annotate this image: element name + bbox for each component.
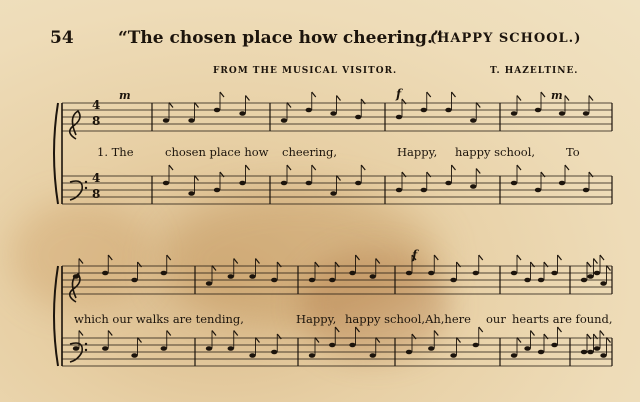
note-flag	[541, 92, 545, 97]
note-head	[163, 181, 169, 186]
note-head	[73, 346, 79, 351]
note-head	[594, 346, 600, 351]
note-head	[329, 278, 335, 283]
note-head	[329, 343, 335, 348]
note-head	[161, 271, 167, 276]
note-flag	[337, 96, 341, 101]
note-head	[249, 274, 255, 279]
note-head	[551, 271, 557, 276]
treble-clef	[70, 111, 80, 139]
note-head	[559, 111, 565, 116]
lyric: cheering,	[282, 145, 338, 159]
note-flag	[600, 255, 604, 260]
note-head	[214, 108, 220, 113]
note-head	[559, 181, 565, 186]
note-head	[271, 350, 277, 355]
note-head	[583, 188, 589, 193]
note-head	[396, 188, 402, 193]
time-signature-top-bass: 4	[92, 171, 101, 185]
note-head	[428, 346, 434, 351]
note-flag	[594, 259, 598, 264]
note-head	[306, 108, 312, 113]
note-head	[581, 350, 587, 355]
lyric: chosen place how	[165, 145, 269, 159]
source-credit: FROM THE MUSICAL VISITOR.	[213, 66, 398, 76]
note-head	[239, 181, 245, 186]
note-flag	[434, 331, 438, 336]
time-signature-bottom-treble: 8	[92, 114, 101, 128]
note-flag	[376, 259, 380, 264]
note-head	[445, 181, 451, 186]
bass-clef-dot	[85, 187, 87, 189]
lyric: Happy,	[397, 145, 438, 159]
note-head	[538, 278, 544, 283]
note-head	[511, 353, 517, 358]
lyric: hearts are found,	[512, 312, 613, 326]
note-head	[306, 181, 312, 186]
note-head	[102, 271, 108, 276]
note-flag	[220, 92, 224, 97]
note-head	[102, 346, 108, 351]
note-head	[206, 346, 212, 351]
note-flag	[167, 255, 171, 260]
bass-clef-dot	[85, 181, 87, 183]
note-head	[535, 188, 541, 193]
note-head	[551, 343, 557, 348]
note-flag	[79, 259, 83, 264]
system-brace	[54, 266, 58, 366]
note-flag	[108, 331, 112, 336]
note-head	[330, 191, 336, 196]
note-head	[355, 181, 361, 186]
bass-clef-dot	[85, 343, 87, 345]
time-signature-top-treble: 4	[92, 98, 101, 112]
note-flag	[558, 327, 562, 332]
note-head	[355, 115, 361, 120]
note-head	[594, 271, 600, 276]
note-flag	[234, 259, 238, 264]
note-head	[249, 353, 255, 358]
note-flag	[312, 92, 316, 97]
note-flag	[517, 255, 521, 260]
note-flag	[600, 331, 604, 336]
note-flag	[565, 96, 569, 101]
note-head	[428, 271, 434, 276]
song-title: “The chosen place how cheering.”	[118, 28, 443, 48]
note-flag	[589, 96, 593, 101]
dynamic-marking: m	[551, 89, 563, 102]
note-flag	[79, 331, 83, 336]
note-head	[271, 278, 277, 283]
page-number: 54	[50, 28, 74, 48]
note-flag	[517, 96, 521, 101]
note-flag	[531, 331, 535, 336]
note-head	[188, 118, 194, 123]
note-head	[370, 274, 376, 279]
note-flag	[287, 165, 291, 170]
note-flag	[452, 165, 456, 170]
note-head	[600, 281, 606, 286]
note-head	[511, 111, 517, 116]
note-head	[188, 191, 194, 196]
note-flag	[256, 259, 260, 264]
note-head	[396, 115, 402, 120]
lyric: Happy,	[296, 312, 337, 326]
note-head	[473, 271, 479, 276]
note-head	[581, 278, 587, 283]
dynamic-marking: f	[412, 248, 418, 262]
note-flag	[167, 331, 171, 336]
note-flag	[169, 165, 173, 170]
note-head	[524, 278, 530, 283]
lyric: happy school,Ah,here	[345, 312, 471, 326]
lyric: To	[566, 145, 580, 159]
note-head	[309, 353, 315, 358]
note-flag	[246, 96, 250, 101]
tune-name: (HAPPY SCHOOL.)	[430, 31, 582, 46]
note-head	[600, 353, 606, 358]
note-head	[535, 108, 541, 113]
note-flag	[356, 327, 360, 332]
note-head	[421, 108, 427, 113]
note-head	[309, 278, 315, 283]
note-flag	[356, 255, 360, 260]
note-head	[421, 188, 427, 193]
note-head	[450, 353, 456, 358]
note-head	[370, 353, 376, 358]
note-head	[281, 181, 287, 186]
note-head	[587, 350, 593, 355]
note-flag	[246, 165, 250, 170]
note-head	[511, 271, 517, 276]
note-head	[281, 118, 287, 123]
note-head	[470, 118, 476, 123]
note-flag	[517, 165, 521, 170]
dynamic-marking: f	[396, 87, 402, 101]
note-head	[228, 346, 234, 351]
note-head	[131, 278, 137, 283]
note-head	[406, 271, 412, 276]
note-head	[406, 350, 412, 355]
composer-credit: T. HAZELTINE.	[490, 66, 579, 76]
note-head	[228, 274, 234, 279]
note-head	[524, 346, 530, 351]
note-flag	[476, 169, 480, 174]
note-flag	[427, 92, 431, 97]
dynamic-marking: m	[119, 89, 131, 102]
note-flag	[565, 165, 569, 170]
note-head	[330, 111, 336, 116]
note-flag	[361, 165, 365, 170]
system-brace	[54, 103, 58, 204]
note-head	[473, 343, 479, 348]
note-head	[161, 346, 167, 351]
lyric: 1. The	[97, 145, 134, 159]
note-flag	[558, 255, 562, 260]
note-head	[450, 278, 456, 283]
note-flag	[434, 255, 438, 260]
time-signature-bottom-bass: 8	[92, 187, 101, 201]
note-head	[349, 271, 355, 276]
note-flag	[335, 327, 339, 332]
bass-clef-dot	[85, 349, 87, 351]
note-head	[511, 181, 517, 186]
note-head	[538, 350, 544, 355]
note-head	[206, 281, 212, 286]
note-head	[587, 274, 593, 279]
note-head	[349, 343, 355, 348]
note-flag	[212, 331, 216, 336]
note-head	[470, 184, 476, 189]
note-flag	[479, 255, 483, 260]
note-head	[163, 118, 169, 123]
note-head	[583, 111, 589, 116]
lyric: our	[486, 312, 506, 326]
note-flag	[312, 165, 316, 170]
note-flag	[452, 92, 456, 97]
note-head	[214, 188, 220, 193]
note-flag	[108, 255, 112, 260]
note-flag	[234, 331, 238, 336]
note-head	[445, 108, 451, 113]
note-head	[239, 111, 245, 116]
note-flag	[479, 327, 483, 332]
note-head	[131, 353, 137, 358]
lyric: which our walks are tending,	[74, 312, 244, 326]
lyric: happy school,	[455, 145, 536, 159]
